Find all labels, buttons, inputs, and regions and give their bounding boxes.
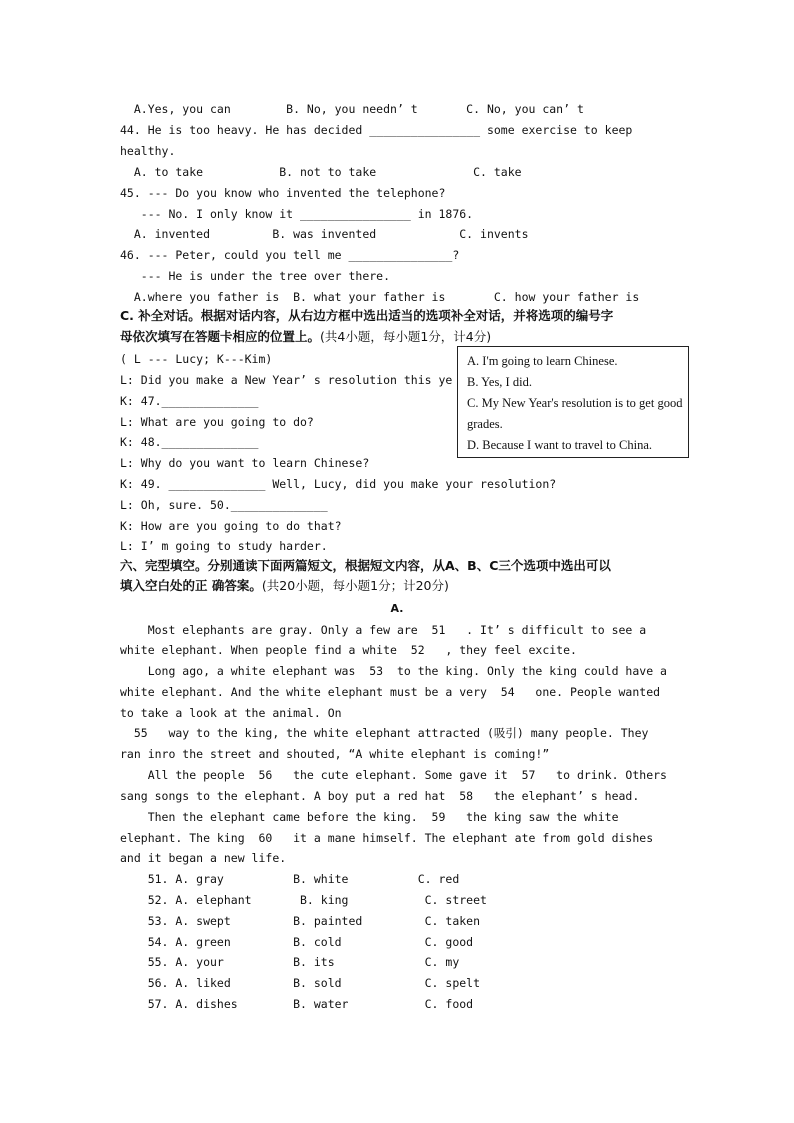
dialog-line: K: How are you going to do that? (120, 519, 342, 533)
option-a: A. I'm going to learn Chinese. (467, 354, 618, 368)
passage-line: Most elephants are gray. Only a few are 51 . It’ s difficult to see a (120, 623, 647, 637)
passage-line: ran inro the street and shouted, “A white elephant is coming!” (120, 747, 550, 761)
dialog-line-48: K: 48.______________ (120, 435, 259, 449)
q46-stem: 46. --- Peter, could you tell me _______________? (120, 248, 460, 262)
q46-options: A.where you father is B. what your father is C. how your father is (120, 290, 640, 304)
passage-line: to take a look at the animal. On (120, 706, 342, 720)
passage-line: Then the elephant came before the king. 59 the king saw the white (120, 810, 619, 824)
dialog-line-47: K: 47.______________ (120, 394, 259, 408)
section-c-title-line2 (120, 329, 491, 345)
options-box (457, 346, 689, 458)
section-6-title-line2 (120, 578, 449, 594)
q45-stem: 45. --- Do you know who invented the telephone? (120, 186, 446, 200)
answer-52: 52. A. elephant B. king C. street (120, 893, 487, 907)
passage-line: white elephant. And the white elephant must be a very 54 one. People wanted (120, 685, 661, 699)
answer-55: 55. A. your B. its C. my (120, 955, 460, 969)
section-6-score: (共20小题，每小题1分；计20分) (261, 578, 449, 593)
q45-answer-line: --- No. I only know it ________________ in 1876. (120, 207, 474, 221)
section-c-title: C. 补全对话。根据对话内容，从右边方框中选出适当的选项补全对话，并将选项的编号字 (120, 308, 614, 323)
passage-line: sang songs to the elephant. A boy put a red hat 58 the elephant’ s head. (120, 789, 640, 803)
section-c-score: (共4小题，每小题1分，计4分) (320, 329, 492, 344)
passage-line: and it began a new life. (120, 851, 287, 865)
section-6-title: 六、完型填空。分别通读下面两篇短文，根据短文内容，从A、B、C三个选项中选出可以 (120, 558, 611, 573)
dialog-line: L: Why do you want to learn Chinese? (120, 456, 370, 470)
passage-line: All the people 56 the cute elephant. Some gave it 57 to drink. Others (120, 768, 667, 782)
dialog-line: L: I’ m going to study harder. (120, 539, 328, 553)
q46-answer-line: --- He is under the tree over there. (120, 269, 391, 283)
passage-line: 55 way to the king, the white elephant attracted (吸引) many people. They (120, 726, 649, 740)
dialog-line-49: K: 49. ______________ Well, Lucy, did you make your resolution? (120, 477, 557, 491)
passage-label: A. (390, 602, 404, 615)
answer-56: 56. A. liked B. sold C. spelt (120, 976, 481, 990)
answer-53: 53. A. swept B. painted C. taken (120, 914, 481, 928)
dialog-line-50: L: Oh, sure. 50.______________ (120, 498, 328, 512)
answer-54: 54. A. green B. cold C. good (120, 935, 474, 949)
answer-57: 57. A. dishes B. water C. food (120, 997, 474, 1011)
q45-options: A. invented B. was invented C. invents (120, 227, 529, 241)
passage-line: white elephant. When people find a white 52 , they feel excite. (120, 643, 577, 657)
q43-options: A.Yes, you can B. No, you needn’ t C. No, you can’ t (120, 102, 584, 116)
section-6-title-bold: 填入空白处的正 确答案。 (120, 578, 262, 593)
dialog-line: L: What are you going to do? (120, 415, 314, 429)
section-c-title-bold: 母依次填写在答题卡相应的位置上。 (120, 329, 321, 344)
passage-line: Long ago, a white elephant was 53 to the king. Only the king could have a (120, 664, 667, 678)
q44-stem: 44. He is too heavy. He has decided ________________ some exercise to keep (120, 123, 633, 137)
dialog-legend: ( L --- Lucy; K---Kim) (120, 352, 273, 366)
option-c: C. My New Year's resolution is to get good grades. (467, 396, 683, 431)
dialog-line: L: Did you make a New Year’ s resolution this ye (120, 373, 453, 387)
option-b: B. Yes, I did. (467, 375, 532, 389)
q44-options: A. to take B. not to take C. take (120, 165, 522, 179)
passage-line: elephant. The king 60 it a mane himself. The elephant ate from gold dishes (120, 831, 654, 845)
option-d: D. Because I want to travel to China. (467, 438, 653, 452)
q44-stem-cont: healthy. (120, 144, 176, 158)
answer-51: 51. A. gray B. white C. red (120, 872, 460, 886)
